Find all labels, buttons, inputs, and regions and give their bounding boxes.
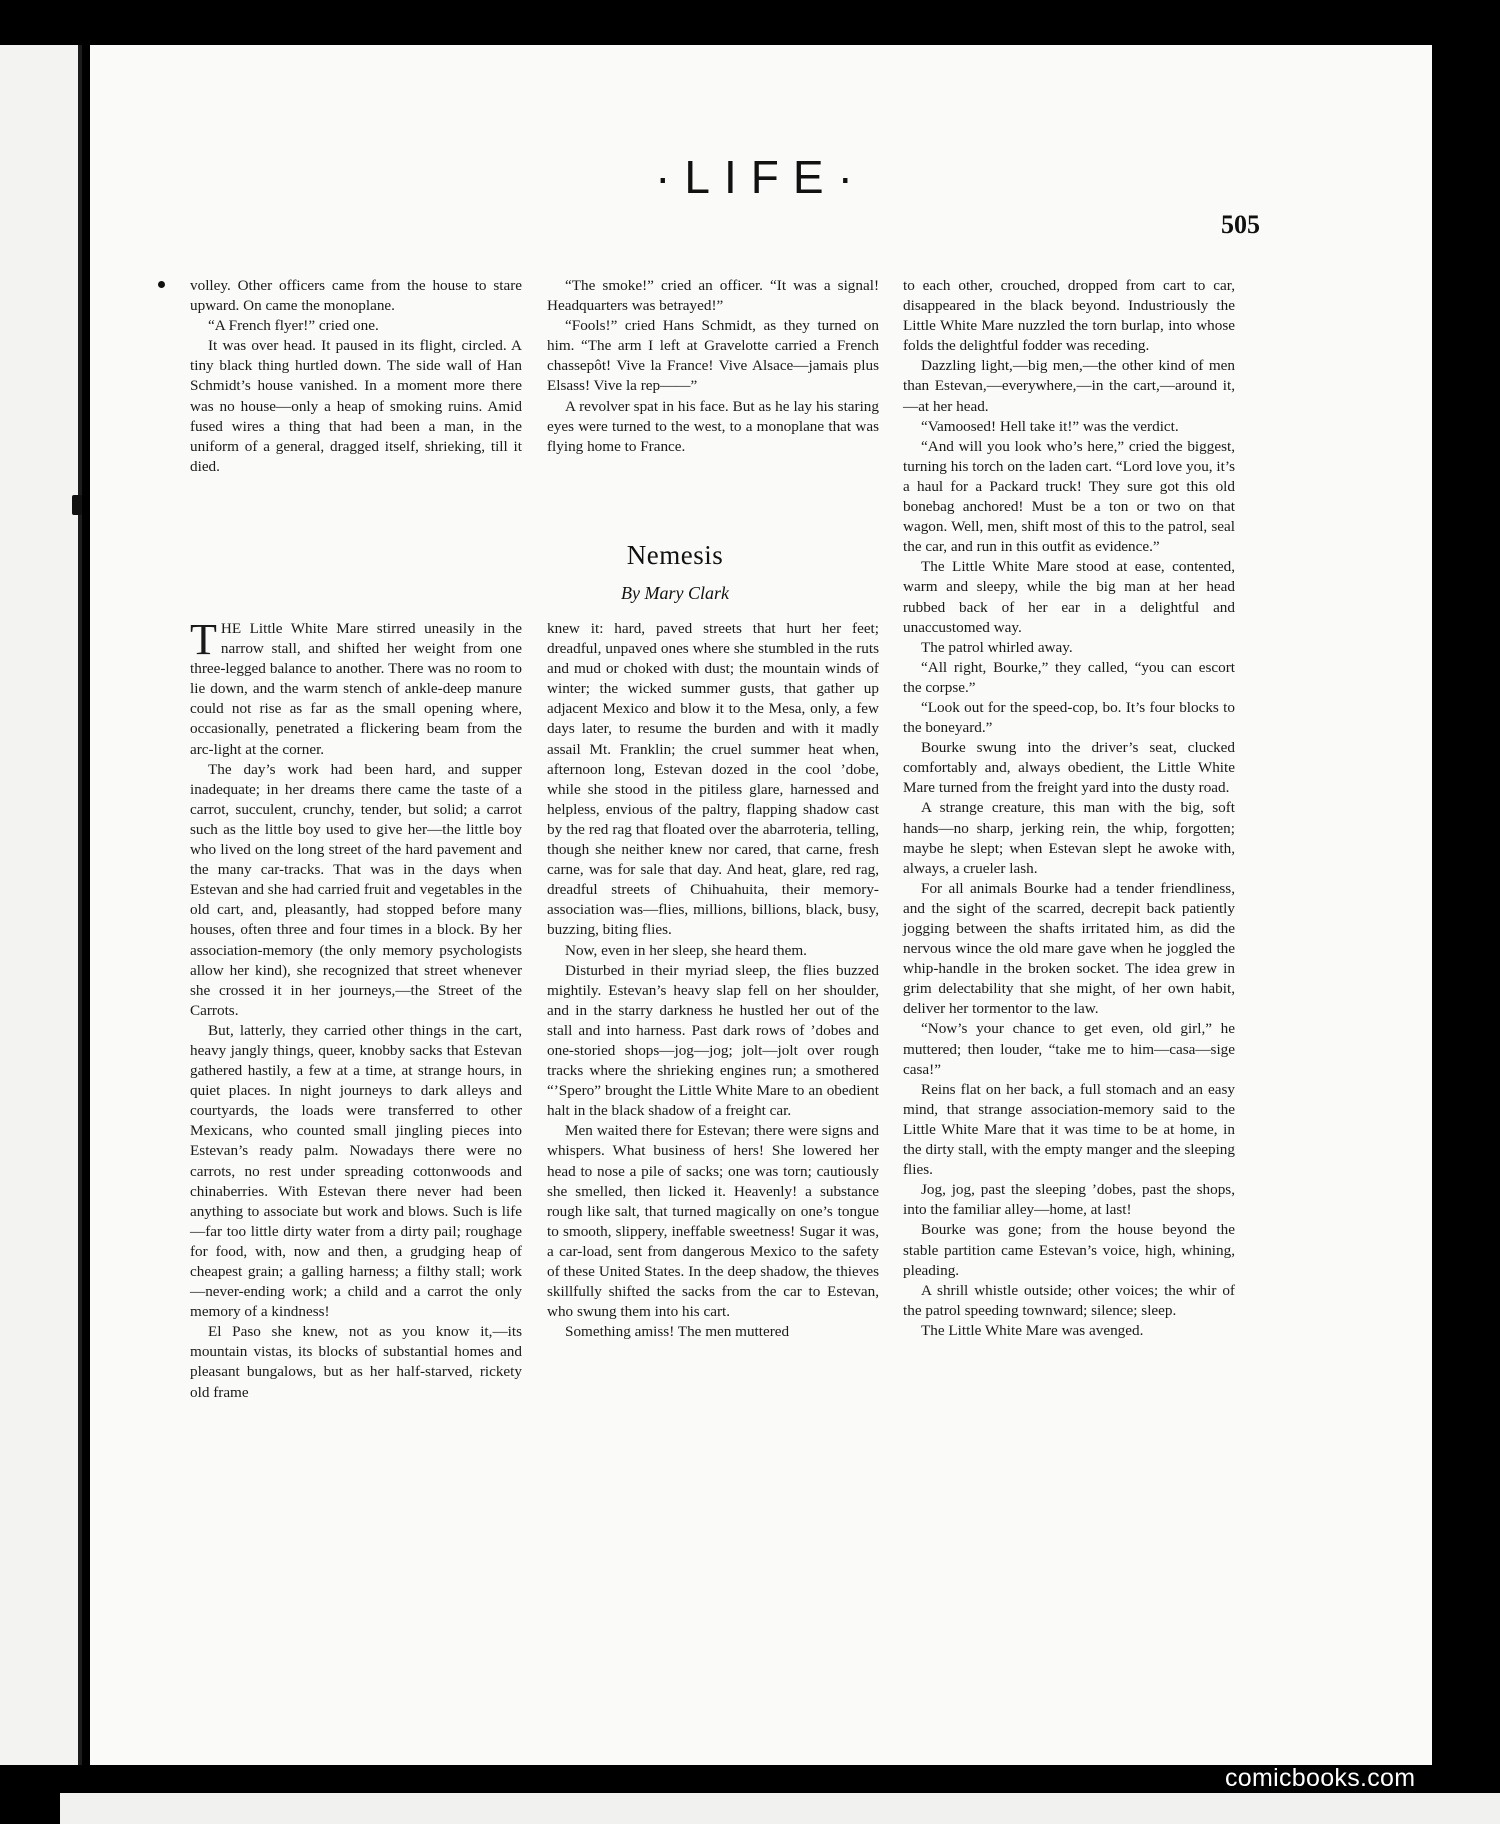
previous-page-edge <box>0 45 82 1765</box>
paragraph: to each other, crouched, dropped from cart to car, disappeared in the black beyond. Industriously the Little White Mare nuzzled the torn burlap, into whose folds the delightful fodder was receding. <box>903 277 1235 355</box>
drop-cap: T <box>190 615 217 664</box>
paragraph: “Look out for the speed-cop, bo. It’s four blocks to the boneyard.” <box>903 698 1235 737</box>
binding-mark <box>72 495 82 515</box>
top-story-column-1 <box>190 276 522 477</box>
paragraph: The Little White Mare stood at ease, contented, warm and sleepy, while the big man at her head rubbed back of her ear in a delightful and unaccustomed way. <box>903 558 1235 636</box>
story-column-2 <box>547 619 879 1342</box>
paragraph: A revolver spat in his face. But as he lay his staring eyes were turned to the west, to a monoplane that was flying home to France. <box>547 397 879 455</box>
paragraph: El Paso she knew, not as you know it,—its mountain vistas, its blocks of substantial homes and pleasant bungalows, but as her half-starved, rickety old frame <box>190 1323 522 1401</box>
watermark: comicbooks.com <box>1225 1764 1416 1792</box>
paragraph: “And will you look who’s here,” cried the biggest, turning his torch on the laden cart. “Lord love you, it’s a haul for a Packard truck! They sure got this old bonebag anchored! Must be a ton or two on that wagon. Well, men, shift most of this to the patrol, seal the car, and run in this outfit as evidence.” <box>903 437 1235 556</box>
opening-paragraph <box>190 615 522 760</box>
paragraph: “Now’s your chance to get even, old girl,” he muttered; then louder, “take me to him—casa—sige casa!” <box>903 1020 1235 1078</box>
paragraph: “A French flyer!” cried one. <box>208 317 379 335</box>
paragraph: Jog, jog, past the sleeping ’dobes, past the shops, into the familiar alley—home, at last! <box>903 1181 1235 1219</box>
paragraph: Bourke was gone; from the house beyond the stable partition came Estevan’s voice, high, whining, pleading. <box>903 1221 1235 1279</box>
page-number: 505 <box>1221 210 1260 239</box>
paragraph: The day’s work had been hard, and supper inadequate; in her dreams there came the taste of a carrot, succulent, crunchy, tender, but solid; a carrot such as the little boy used to give her—the little boy who lived on the long street of the hard pavement and the many car-tracks. That was in the days when Estevan and she had carried fruit and vegetables in the old cart, and, pleasantly, had stopped before many houses, often three and four times in a block. By her association-memory (the only memory psychologists allow her kind), she recognized that street whenever she crossed it in her journeys,—the Street of the Carrots. <box>190 760 522 1019</box>
paragraph: The patrol whirled away. <box>921 638 1073 656</box>
paragraph: It was over head. It paused in its flight, circled. A tiny black thing hurtled down. The side wall of Han Schmidt’s house vanished. In a moment more there was no house—only a heap of smoking ruins. Amid fused wires a thing that had been a man, in the uniform of a general, dragged itself, shrieking, till it died. <box>190 337 522 475</box>
story-title: Nemesis <box>626 540 724 570</box>
paragraph: Men waited there for Estevan; there were signs and whispers. What business of hers! She lowered her head to nose a pile of sacks; one was torn; cautiously she smelled, then licked it. Heavenly! a substance rough like salt, that turned magically on one’s tongue to smooth, slippery, ineffable sweetness! Sugar it was, a car-load, sent from dangerous Mexico to the safety of these United States. In the deep shadow, the thieves skillfully shifted the sacks from the car to Estevan, who swung them into his cart. <box>547 1122 879 1321</box>
story-column-3 <box>903 276 1235 1341</box>
paragraph: “Vamoosed! Hell take it!” was the verdict. <box>921 417 1179 435</box>
paragraph: Dazzling light,—big men,—the other kind of men than Estevan,—everywhere,—in the cart,—around it,—at her head. <box>903 357 1235 415</box>
paragraph: Reins flat on her back, a full stomach and an easy mind, that strange association-memory said to the Little White Mare that it was time to be at home, in the dirty stall, with the empty manger and the sleeping flies. <box>903 1080 1235 1179</box>
paragraph: A shrill whistle outside; other voices; the whir of the patrol speeding townward; silence; sleep. <box>903 1281 1235 1319</box>
paragraph: For all animals Bourke had a tender friendliness, and the sight of the scarred, decrepit back patiently jogging between the shafts irritated him, as did the nervous wince the old mare gave when he joggled the whip-handle in the broken socket. The idea grew in grim delectability that she might, of her own habit, deliver her tormentor to the law. <box>903 879 1235 1018</box>
paragraph: Now, even in her sleep, she heard them. <box>565 941 807 959</box>
paragraph: Something amiss! The men muttered <box>565 1323 790 1341</box>
top-story-column-2 <box>547 276 879 457</box>
paragraph: Disturbed in their myriad sleep, the flies buzzed mightily. Estevan’s heavy slap fell on her shoulder, and in the starry darkness he hustled her out of the stall and into harness. Past dark rows of ’dobes and one-storied shops—jog—jog; jolt—jolt over rough tracks where the shrieking engines run; a smothered “’Spero” brought the Little White Mare to an obedient halt in the black shadow of a freight car. <box>547 961 879 1120</box>
paragraph: The Little White Mare was avenged. <box>921 1321 1144 1339</box>
paragraph: “All right, Bourke,” they called, “you can escort the corpse.” <box>903 658 1235 696</box>
paragraph: knew it: hard, paved streets that hurt her feet; dreadful, unpaved ones where she stumbled in the ruts and mud or choked with dust; the mountain winds of winter; the wicked summer gusts, that gather up adjacent Mexico and blow it to the Mesa, only, a few days later, to resume the burden and with it madly assail Mt. Franklin; the cruel summer heat when, afternoon long, Estevan dozed in the cool ’dobe, while she stood in the pitiless glare, harnessed and helpless, envious of the paltry, flapping shadow cast by the red rag that floated over the abarroteria, telling, though she neither knew nor cared, that carne, fresh carne, was for sale that day. And heat, glare, red rag, dreadful streets of Chihuahuita, their memory-association was—flies, millions, billions, black, busy, buzzing, biting flies. <box>547 620 879 939</box>
next-page-edge <box>60 1793 1500 1824</box>
story-byline: By Mary Clark <box>621 583 729 603</box>
paragraph: “Fools!” cried Hans Schmidt, as they turned on him. “The arm I left at Gravelotte carried a French chassepôt! Vive la France! Vive Alsace—jamais plus Elsass! Vive la rep——” <box>547 317 879 395</box>
story-column-1 <box>190 615 522 1403</box>
paragraph: volley. Other officers came from the house to stare upward. On came the monoplane. <box>190 277 522 315</box>
paragraph: But, latterly, they carried other things in the cart, heavy jangly things, queer, knobby sacks that Estevan gathered hastily, a few at a time, at strange hours, in quiet places. In night journeys to dark alleys and courtyards, the loads were transferred to other Mexicans, who counted small jingling pieces into Estevan’s ready palm. Nowadays there were no carrots, no rest under spreading cottonwoods and chinaberries. With Estevan there never had been anything to associate but work and blows. Such is life—far too little dirty water from a dirty pail; roughage for food, with, now and then, a grudging heap of cheapest grain; a galling harness; a filthy stall; work—never-ending work; a child and a carrot the only memory of a kindness! <box>190 1021 522 1321</box>
opening-text: HE Little White Mare stirred uneasily in the narrow stall, and shifted her weight from one three-legged balance to another. There was no room to lie down, and the warm stench of ankle-deep manure could not rise as far as the small opening where, occasionally, penetrated a flickering beam from the arc-light at the corner. <box>190 620 522 758</box>
masthead: ·LIFE· <box>655 151 867 203</box>
paragraph: “The smoke!” cried an officer. “It was a signal! Headquarters was betrayed!” <box>547 277 879 315</box>
paragraph: Bourke swung into the driver’s seat, clucked comfortably and, always obedient, the Little White Mare turned from the freight yard into the dusty road. <box>903 739 1235 797</box>
paragraph: A strange creature, this man with the big, soft hands—no sharp, jerking rein, the whip, forgotten; maybe he slept; when Estevan slept he awoke with, always, a crueler lash. <box>903 799 1235 877</box>
margin-dot <box>158 281 165 288</box>
